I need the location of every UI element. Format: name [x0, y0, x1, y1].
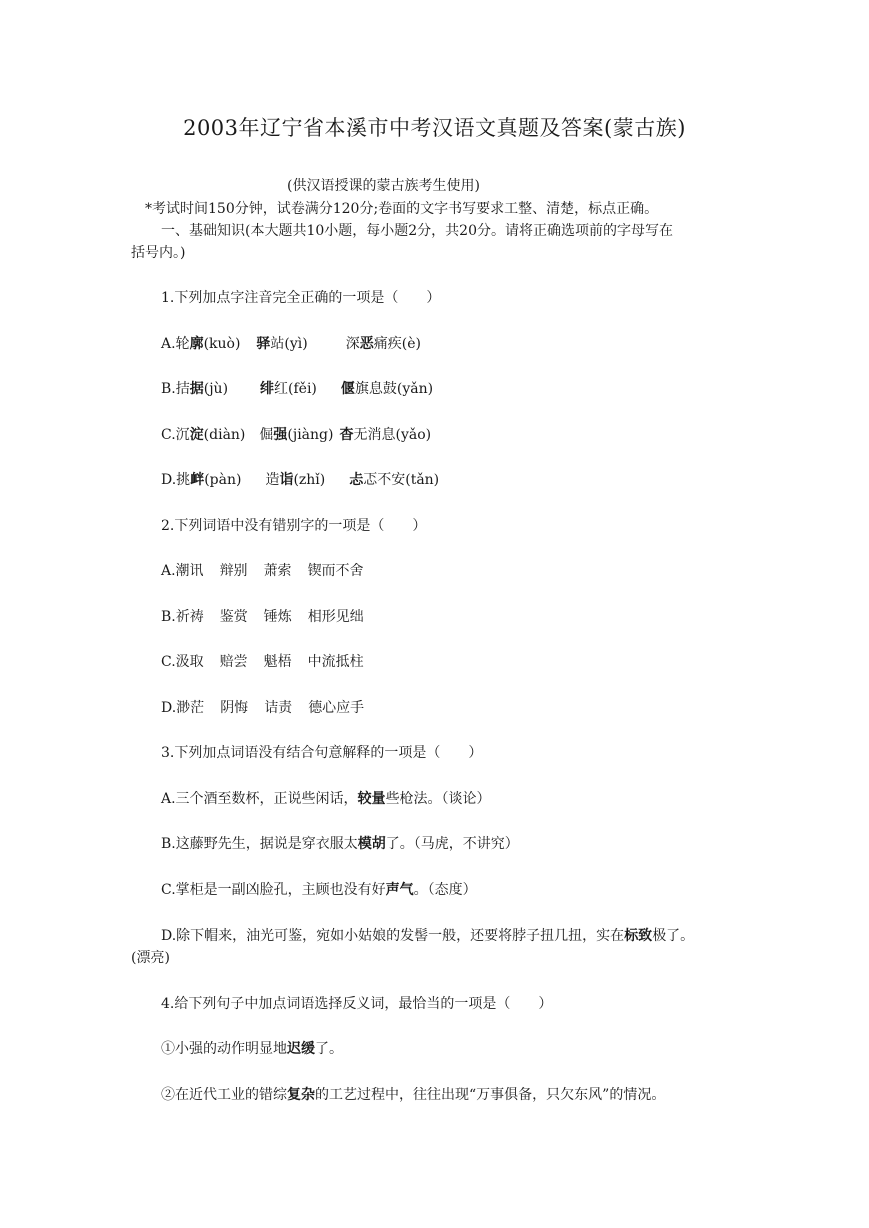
option-text: B.这藤野先生，据说是穿衣服太 — [161, 836, 358, 852]
option-text: 造 — [265, 472, 280, 488]
option-text: (zhǐ) — [293, 472, 326, 488]
question-1-option-c — [161, 425, 431, 445]
sentence-text: 了。 — [315, 1041, 343, 1057]
question-4-sentence-2 — [161, 1085, 665, 1105]
dotted-word: 较量 — [357, 791, 386, 807]
option-text: (jiàng) — [287, 427, 334, 443]
document-subtitle: (供汉语授课的蒙古族考生使用) — [287, 178, 480, 194]
word: 萧索 — [263, 563, 292, 579]
word: B.祈祷 — [161, 609, 204, 625]
question-3-stem: 3.下列加点词语没有结合句意解释的一项是（ ） — [161, 745, 483, 761]
dotted-char: 恶 — [359, 336, 374, 352]
question-4-sentence-1 — [161, 1039, 343, 1059]
option-text: 了。（马虎，不讲究） — [385, 836, 519, 852]
document-title: 2003年辽宁省本溪市中考汉语文真题及答案(蒙古族) — [183, 116, 686, 140]
question-3-option-d-cont: (漂亮) — [131, 950, 170, 966]
dotted-char: 忐 — [349, 472, 364, 488]
option-text: B.拮 — [161, 381, 190, 397]
word: 阴悔 — [220, 700, 249, 716]
word: 魁梧 — [263, 654, 292, 670]
option-text: (jù) — [203, 381, 229, 397]
dotted-char: 衅 — [190, 472, 205, 488]
question-3-option-a — [161, 789, 491, 809]
option-text: A.三个酒至数杯，正说些闲话， — [161, 791, 358, 807]
option-text: 。（态度） — [413, 882, 477, 898]
word: 鉴赏 — [219, 609, 248, 625]
question-4-stem: 4.给下列句子中加点词语选择反义词，最恰当的一项是（ ） — [161, 996, 553, 1012]
option-text: D.除下帽来，油光可鉴，宛如小姑娘的发髻一般，还要将脖子扭几扭，实在 — [161, 928, 625, 944]
question-3-option-c — [161, 880, 477, 900]
dotted-char: 杳 — [339, 427, 354, 443]
dotted-word: 复杂 — [287, 1087, 315, 1103]
question-3-option-b — [161, 834, 519, 854]
option-text: (kuò) — [203, 336, 241, 352]
question-3-option-d — [161, 926, 694, 946]
dotted-char: 驿 — [256, 336, 271, 352]
dotted-char: 强 — [273, 427, 288, 443]
sentence-text: 的工艺过程中，往往出现“万事俱备，只欠东风”的情况。 — [315, 1087, 666, 1103]
option-text: A.轮 — [161, 336, 190, 352]
dotted-char: 据 — [189, 381, 204, 397]
question-2-option-d — [161, 698, 364, 718]
word: 锤炼 — [263, 609, 292, 625]
question-2-option-a — [161, 561, 364, 581]
option-text: 红(fěi) — [274, 381, 317, 397]
word: 德心应手 — [308, 700, 365, 716]
exam-note: *考试时间150分钟，试卷满分120分;卷面的文字书写要求工整、清楚，标点正确。 — [145, 201, 659, 217]
option-text: 极了。 — [652, 928, 695, 944]
option-text: 些枪法。（谈论） — [385, 791, 491, 807]
word: 锲而不舍 — [307, 563, 364, 579]
option-text: 忑不安(tǎn) — [363, 472, 440, 488]
word: 相形见绌 — [307, 609, 364, 625]
question-1-option-b — [161, 379, 433, 399]
section-1-instruction-cont: 括号内。) — [131, 245, 186, 261]
dotted-word: 标致 — [624, 928, 653, 944]
question-2-option-b — [161, 607, 364, 627]
question-1-option-a — [161, 334, 421, 354]
dotted-char: 淀 — [189, 427, 204, 443]
option-text: 旗息鼓(yǎn) — [354, 381, 434, 397]
word: 中流抵柱 — [307, 654, 364, 670]
option-text: (diàn) — [203, 427, 246, 443]
word: 诘责 — [264, 700, 293, 716]
dotted-char: 偃 — [340, 381, 355, 397]
word: D.渺茫 — [161, 700, 205, 716]
dotted-word: 模胡 — [357, 836, 386, 852]
dotted-char: 诣 — [279, 472, 294, 488]
option-text: D.挑 — [161, 472, 191, 488]
dotted-word: 迟缓 — [287, 1041, 315, 1057]
option-text: 深 — [345, 336, 360, 352]
sentence-text: ①小强的动作明显地 — [161, 1041, 287, 1057]
option-text: 倔 — [259, 427, 274, 443]
word: 辩别 — [219, 563, 248, 579]
word: 赔尝 — [219, 654, 248, 670]
section-1-instruction: 一、基础知识(本大题共10小题，每小题2分，共20分。请将正确选项前的字母写在 — [161, 223, 673, 239]
sentence-text: ②在近代工业的错综 — [161, 1087, 287, 1103]
option-text: 站(yì) — [270, 336, 308, 352]
option-text: 痛疾(è) — [373, 336, 421, 352]
word: A.潮讯 — [161, 563, 204, 579]
question-1-stem: 1.下列加点字注音完全正确的一项是（ ） — [161, 290, 441, 306]
question-2-stem: 2.下列词语中没有错别字的一项是（ ） — [161, 518, 427, 534]
question-2-option-c — [161, 652, 364, 672]
word: C.汲取 — [161, 654, 204, 670]
option-text: 无消息(yǎo) — [353, 427, 432, 443]
option-text: C.沉 — [161, 427, 190, 443]
dotted-word: 声气 — [385, 882, 414, 898]
dotted-char: 廓 — [189, 336, 204, 352]
question-1-option-d — [161, 470, 439, 490]
dotted-char: 绯 — [260, 381, 275, 397]
option-text: C.掌柜是一副凶脸孔，主顾也没有好 — [161, 882, 386, 898]
option-text: (pàn) — [204, 472, 242, 488]
